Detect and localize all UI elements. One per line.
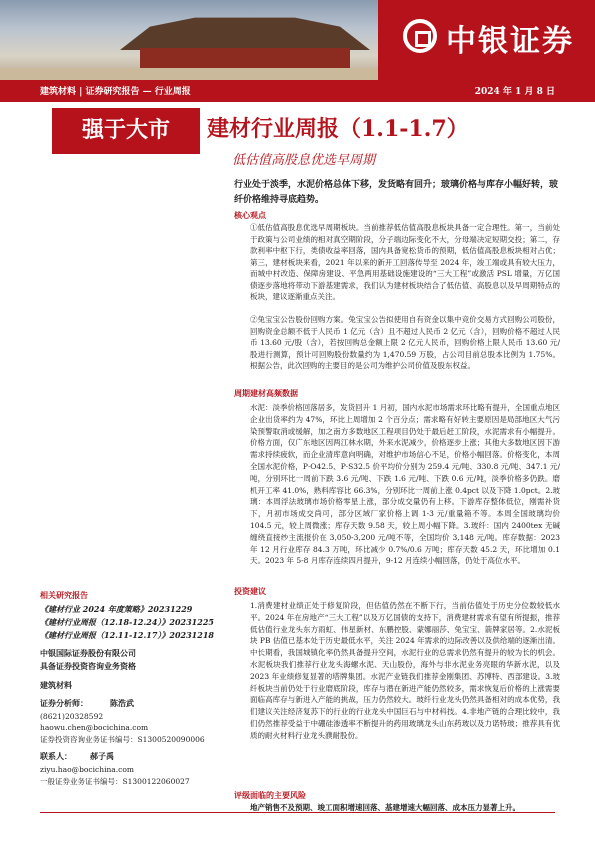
suggestion-heading: 投资建议 [234, 586, 266, 596]
analyst-name: 陈浩武 [110, 698, 134, 708]
palace-roof-image [120, 14, 370, 50]
report-title: 建材行业周报（1.1-1.7） [207, 116, 469, 142]
analyst-phone: (8621)20328592 [40, 712, 104, 721]
suggestion-text: 1.消费建材业绩正处于修复阶段，但估值仍然在不断下行，当前估值处于历史分位数较低水平。2024 年在房地产“三大工程”以及万亿国债的支持下，消费建材需求有望有所提振，推荐低估值行业龙头东方雨虹、伟星新材、东鹏控股、蒙娜丽莎、兔宝宝、箭牌家居等。2.水泥板块 PB 估值已基本处于历史最低水平，关注 2024 年需求的边际改善以及供给端的逐渐出清。中长期看，我国城镇化率仍然具备提升空间，水泥行业的总需求仍然有提升的较为长的机会。水泥板块我们推荐行业龙头海螺水泥、天山股份，海外与非水泥业务亮眼的华新水泥，以及 2023 年业绩修复显著的塔牌集团。水泥产业链我们推荐金刚集团、苏博特、西部建设。3.玻纤板块当前仍处于行业磨底阶段，库存与潜在新进产能仍然较多，需求恢复后价格的上涨需要面临高库存与新进入产能的挑战，压力仍然较大。玻纤行业龙头仍然具备相对的成本优势，我们建议关注经济复苏下的行业的行业龙头中国巨石与中材科技。4.非地产链的合理比较中，我们仍然推荐受益于中硼硅渗透率不断提升的药用玻璃龙头山东药玻以及力诺特玻；推荐具有优质的耐火材料行业龙头濮耐股份。 [250, 601, 560, 740]
analyst-cert: 证券投资咨询业务证书编号：S1300520090006 [40, 735, 205, 744]
weekly-data-text: 水泥：淡季价格回落居多，发货回升 1 月初，国内水泥市场需求环比略有提升，全国重点地区企业出货率约为 47%，环比上周增加 2 个百分点；需求略有好转主要原因是局部地区大气污染预警取消或缓解，加之南方多数地区工程项目仍处于最后赶工阶段，水泥需求有小幅提升。价格方面，仅广东地区因两江林水期，外来水泥减少，价格逐步上涨；其他大多数地区因下游需求持续疲软，而企业清库意向明确，对维护市场信心不足，价格小幅回落。价格变化，本周全国水泥价格，P·O42.5、P·S32.5 价平均价分别为 259.4 元/吨、330.8 元/吨、347.1 元/吨，分别环比一周前下跌 3.6 元/吨、下跌 1.6 元/吨、下跌 0.6 元/吨，淡季价格多仍跌。磨机开工率 41.0%，熟料库容比 66.3%，分别环比一周前上涨 0.4pct 以及下降 1.0pct。2.玻璃：本周浮法玻璃市场价格零星上涨，部分成交量仍有上移。下游库存整体低位，刚需补货下，月初市场成交尚可，部分区域厂家价格上调 1-3 元/重量箱不等。本周全国玻璃均价 104.5 元，较上周微涨；库存天数 9.58 天，较上周小幅下降。3.玻纤：国内 2400tex 无碱缠绕直接纱主流报价在 3,050-3,200 元/吨不等，全国均价 3,148 元/吨。库存数据：2023 年 12 月行业库存 84.3 万吨，环比减少 0.7%/0.6 万吨；库存天数 45.2 天，环比增加 0.1 天。2023 年 5-8 月库存连续四月提升，9-12 月连续小幅回落，仍处于高位水平。 [250, 403, 560, 566]
related-report-2[interactable]: 《建材行业周报（12.18-12.24）》20231225 [40, 617, 214, 627]
report-category: 建筑材料 | 证券研究报告 — 行业周报 [40, 87, 191, 97]
core-view-paragraph-1: ①低估值高股息优选早周期板块。当前推荐低估值高股息板块具备一定合理性。第一，当前处于政策与公司业绩的相对真空期阶段，分子端边际变化不大，分母端决定短期交投；第二，存款利率中枢下行，类债收益率回落，国内具备宽松货币的预期，低估值高股息板块相对占优；第三，建材板块来看，2021 年以来的新开工回落传导至 2024 年，竣工端或具有较大压力，而城中村改造、保障房建设、平急两用基础设施建设的“三大工程”或激活 PSL 增量，万亿国债逐步落地将带动下游基建需求，我们认为建材板块结合了低估值、高股息以及早周期特点的板块，建议逐渐重点关注。 [250, 223, 560, 301]
risk-heading: 评级面临的主要风险 [234, 790, 306, 800]
company-name: 中银国际证券股份有限公司 [40, 648, 136, 658]
report-subtitle: 低估值高股息优选早周期 [232, 153, 376, 168]
boc-logo-icon [403, 19, 437, 53]
industry-name: 建筑材料 [40, 680, 72, 690]
rating-label: 强于大市 [81, 117, 170, 143]
core-view-heading: 核心观点 [234, 210, 266, 220]
report-date: 2024 年 1 月 8 日 [474, 87, 555, 97]
weekly-data-heading: 周期建材高频数据 [234, 388, 298, 398]
analyst-email[interactable]: haowu.chen@bocichina.com [40, 723, 149, 732]
assistant-label: 联系人： [40, 751, 72, 761]
related-reports-heading: 相关研究报告 [40, 590, 88, 600]
core-view-paragraph-2: ②兔宝宝公告股份回购方案。兔宝宝公告拟使用自有资金以集中竞价交易方式回购公司股份，回购资金总额不低于人民币 1 亿元（含）且不超过人民币 2 亿元（含），回购价格不超过人民币 13.60 元/股（含），若按回购总金额上限 2 亿元人民币，回购价格上限人民币 13.60 元/股进行测算，预计可回购股份数量约为 1,470.59 万股，占公司目前总股本比例为 1.75%。根据公告，此次回购的主要目的是公司为维护公司价值及股东权益。 [250, 315, 560, 370]
assistant-cert: 一般证券业务证书编号：S1300122060027 [40, 777, 190, 786]
risk-text: 地产销售不及预期、竣工面积增速回落、基建增速大幅回落、成本压力显著上升。 [250, 803, 520, 812]
assistant-name: 郝子禹 [90, 751, 114, 761]
summary-text: 行业处于淡季，水泥价格总体下移，发货略有回升；玻璃价格与库存小幅好转，玻纤价格维持寻底趋势。 [234, 180, 559, 205]
analyst-label: 证券分析师： [40, 698, 88, 708]
company-qualification: 具备证券投资咨询业务资格 [40, 661, 136, 671]
related-report-3[interactable]: 《建材行业周报（12.11-12.17）》20231218 [40, 630, 214, 640]
related-report-1[interactable]: 《建材行业 2024 年度策略》20231229 [40, 604, 193, 614]
brand-name: 中银证券 [446, 24, 574, 59]
assistant-email[interactable]: ziyu.hao@bocichina.com [40, 765, 134, 774]
footer-rule [40, 812, 555, 813]
